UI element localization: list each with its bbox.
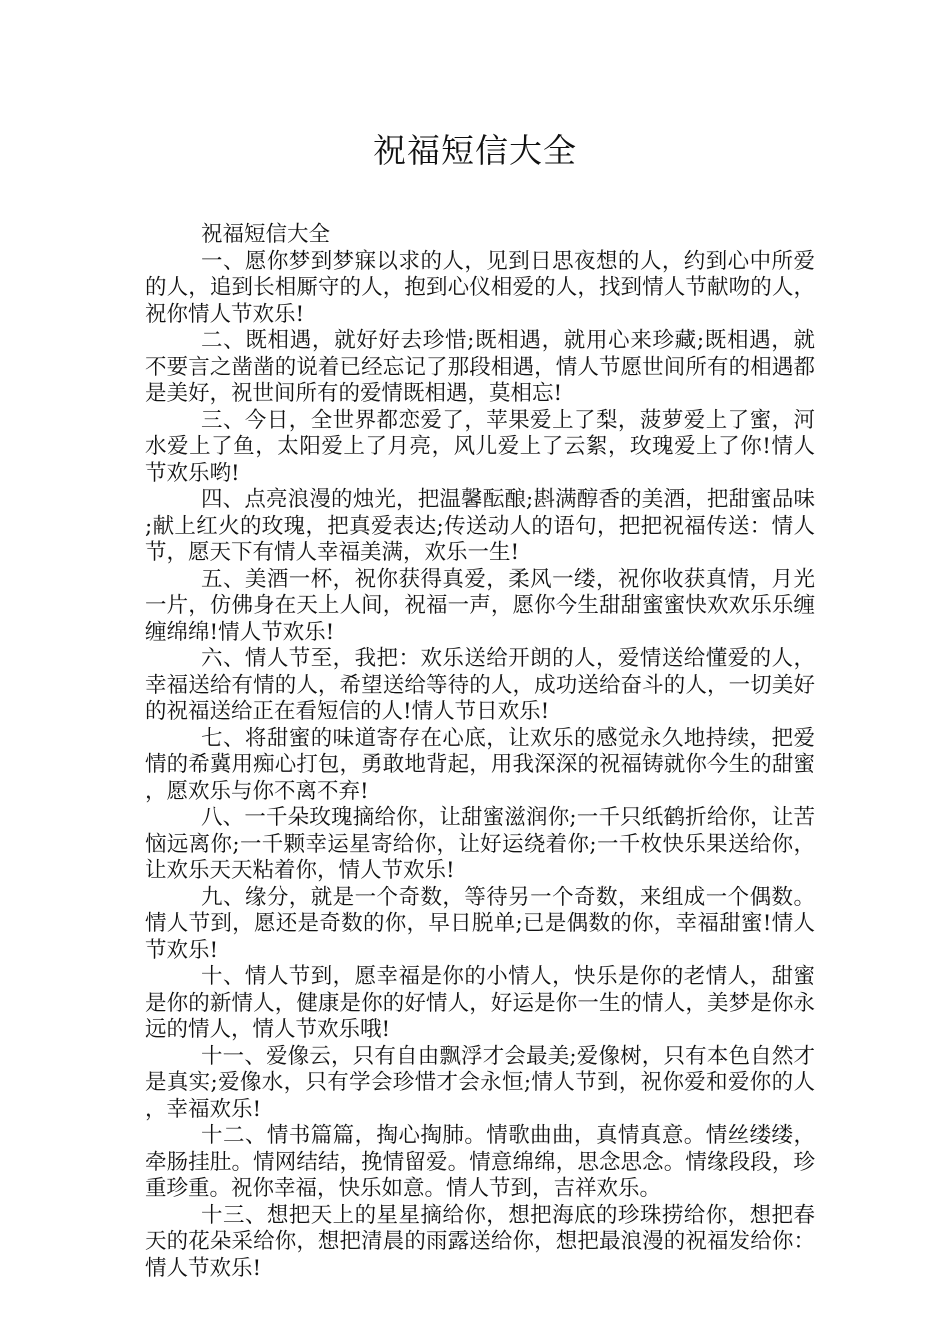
- paragraph: 一、愿你梦到梦寐以求的人，见到日思夜想的人，约到心中所爱的人，追到长相厮守的人，抱到心仪相爱的人，找到情人节献吻的人，祝你情人节欢乐!: [145, 248, 815, 327]
- document-body: [145, 222, 815, 1282]
- paragraph: 四、点亮浪漫的烛光，把温馨酝酿;斟满醇香的美酒，把甜蜜品味;献上红火的玫瑰，把真爱表达;传送动人的语句，把把祝福传送：情人节，愿天下有情人幸福美满，欢乐一生!: [145, 487, 815, 565]
- document-title: 祝福短信大全: [373, 131, 577, 170]
- paragraph: 十一、爱像云，只有自由飘浮才会最美;爱像树，只有本色自然才是真实;爱像水，只有学会珍惜才会永恒;情人节到，祝你爱和爱你的人，幸福欢乐!: [145, 1043, 815, 1122]
- paragraph: 九、缘分，就是一个奇数，等待另一个奇数，来组成一个偶数。情人节到，愿还是奇数的你，早日脱单;已是偶数的你，幸福甜蜜!情人节欢乐!: [145, 884, 815, 963]
- paragraph: 七、将甜蜜的味道寄存在心底，让欢乐的感觉永久地持续，把爱情的希冀用痴心打包，勇敢地背起，用我深深的祝福铸就你今生的甜蜜，愿欢乐与你不离不弃!: [145, 725, 815, 804]
- paragraph: 五、美酒一杯，祝你获得真爱，柔风一缕，祝你收获真情，月光一片，仿佛身在天上人间，祝福一声，愿你今生甜甜蜜蜜快欢欢乐乐缠缠绵绵!情人节欢乐!: [145, 566, 815, 645]
- paragraph: 十二、情书篇篇，掏心掏肺。情歌曲曲，真情真意。情丝缕缕，牵肠挂肚。情网结结，挽情留爱。情意绵绵，思念思念。情缘段段，珍重珍重。祝你幸福，快乐如意。情人节到，吉祥欢乐。: [145, 1123, 815, 1201]
- paragraph: 六、情人节至，我把：欢乐送给开朗的人，爱情送给懂爱的人，幸福送给有情的人，希望送给等待的人，成功送给奋斗的人，一切美好的祝福送给正在看短信的人!情人节日欢乐!: [145, 646, 815, 724]
- paragraph: 十三、想把天上的星星摘给你，想把海底的珍珠捞给你，想把春天的花朵采给你，想把清晨的雨露送给你，想把最浪漫的祝福发给你：情人节欢乐!: [145, 1202, 815, 1281]
- paragraph: 三、今日，全世界都恋爱了，苹果爱上了梨，菠萝爱上了蜜，河水爱上了鱼，太阳爱上了月亮，风儿爱上了云絮，玫瑰爱上了你!情人节欢乐哟!: [145, 407, 815, 486]
- paragraph: 二、既相遇，就好好去珍惜;既相遇，就用心来珍藏;既相遇，就不要言之凿凿的说着已经忘记了那段相遇，情人节愿世间所有的相遇都是美好，祝世间所有的爱情既相遇，莫相忘!: [145, 328, 815, 406]
- paragraph: 八、一千朵玫瑰摘给你，让甜蜜滋润你;一千只纸鹤折给你，让苦恼远离你;一千颗幸运星寄给你，让好运绕着你;一千枚快乐果送给你，让欢乐天天粘着你，情人节欢乐!: [145, 805, 815, 883]
- paragraph: 十、情人节到，愿幸福是你的小情人，快乐是你的老情人，甜蜜是你的新情人，健康是你的好情人，好运是你一生的情人，美梦是你永远的情人，情人节欢乐哦!: [145, 964, 815, 1042]
- document-subheading: 祝福短信大全: [201, 222, 331, 247]
